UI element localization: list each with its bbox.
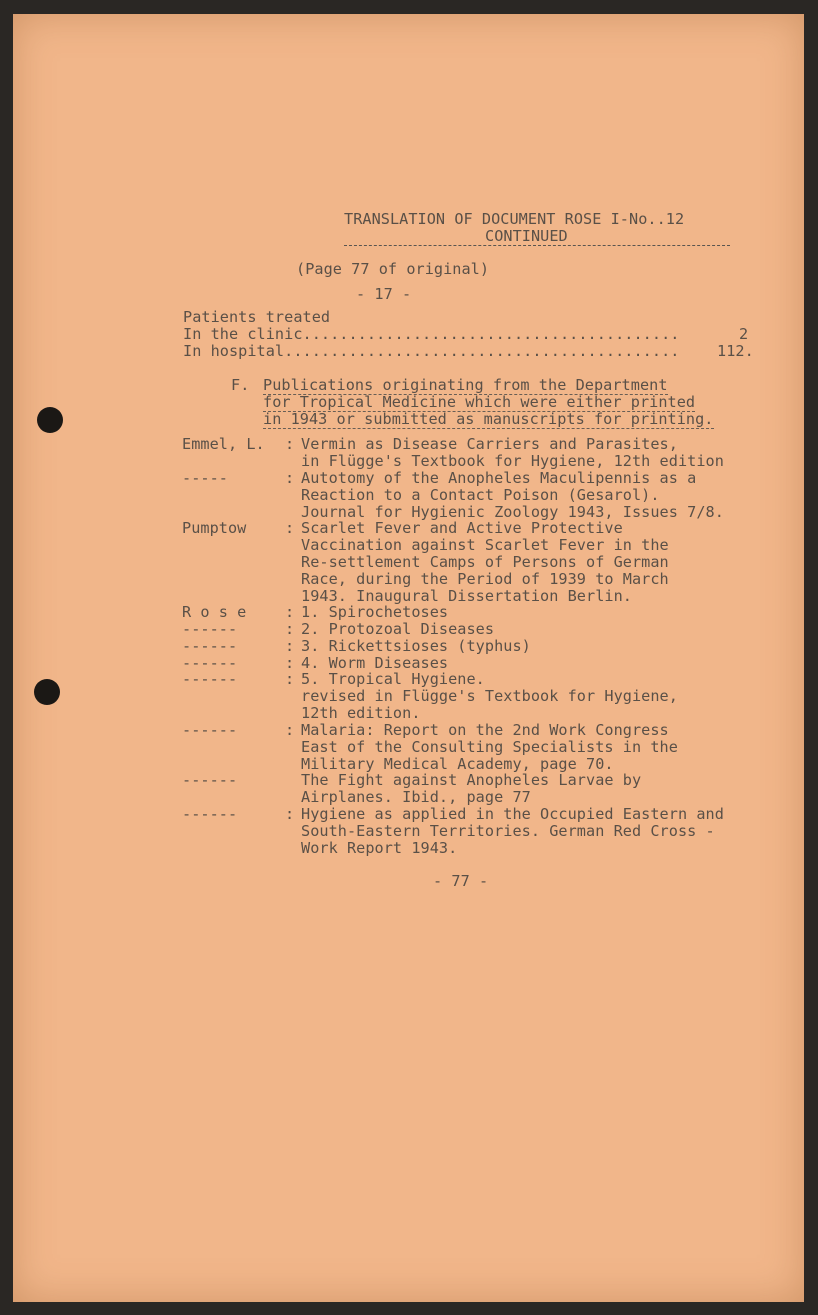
entry-text-line: Autotomy of the Anopheles Maculipennis as a (301, 469, 697, 487)
entry-text-line: East of the Consulting Specialists in the (301, 738, 678, 756)
entry-author: ------ (182, 771, 238, 789)
entry-author: ------ (182, 654, 238, 672)
entry-text-line: Malaria: Report on the 2nd Work Congress (301, 721, 669, 739)
entry-author: Emmel, L. (182, 435, 265, 453)
entry-text-line: The Fight against Anopheles Larvae by (301, 771, 642, 789)
entry-separator: : (285, 469, 295, 487)
entry-text-line: 12th edition. (301, 704, 421, 722)
entry-separator: : (285, 654, 295, 672)
entry-text-line: 4. Worm Diseases (301, 654, 449, 672)
entry-separator: : (285, 637, 295, 655)
entry-text-line: Vaccination against Scarlet Fever in the (301, 536, 669, 554)
entry-text-line: South-Eastern Territories. German Red Cross - (301, 822, 715, 840)
entry-text-line: 2. Protozoal Diseases (301, 620, 495, 638)
original-page-reference: (Page 77 of original) (296, 260, 490, 278)
page-number-top: - 17 - (356, 285, 412, 303)
punch-hole-bottom (34, 679, 60, 705)
entry-text-line: Reaction to a Contact Poison (Gesarol). (301, 486, 660, 504)
patients-clinic-label: In the clinic......................................... (183, 325, 680, 343)
entry-author: R o s e (182, 603, 247, 621)
entry-text-line: 1. Spirochetoses (301, 603, 449, 621)
entry-text-line: Scarlet Fever and Active Protective (301, 519, 623, 537)
entry-separator: : (285, 603, 295, 621)
patients-hospital-label: In hospital........................................... (183, 342, 680, 360)
entry-separator: : (285, 721, 295, 739)
title-rule (344, 245, 730, 246)
entry-text-line: Race, during the Period of 1939 to March (301, 570, 669, 588)
patients-hospital-value: 112. (717, 342, 754, 360)
section-letter: F. (231, 376, 250, 394)
patients-clinic-value: 2 (739, 325, 749, 343)
entry-text-line: Hygiene as applied in the Occupied Eastern and (301, 805, 724, 823)
section-heading-line-1: Publications originating from the Department (263, 376, 668, 394)
entry-separator: : (285, 435, 295, 453)
entry-separator: : (285, 670, 295, 688)
entry-separator: : (285, 805, 295, 823)
entry-text-line: 3. Rickettsioses (typhus) (301, 637, 531, 655)
entry-separator: : (285, 620, 295, 638)
entry-text-line: Vermin as Disease Carriers and Parasites, (301, 435, 678, 453)
entry-text-line: Airplanes. Ibid., page 77 (301, 788, 531, 806)
entry-text-line: Work Report 1943. (301, 839, 458, 857)
entry-author: ------ (182, 721, 238, 739)
page-number-bottom: - 77 - (433, 872, 489, 890)
section-heading-line-2: for Tropical Medicine which were either printed (263, 393, 696, 411)
entry-author: ------ (182, 805, 238, 823)
entry-text-line: 5. Tropical Hygiene. (301, 670, 485, 688)
entry-author: ------ (182, 670, 238, 688)
entry-text-line: Re-settlement Camps of Persons of German (301, 553, 669, 571)
entry-text-line: Journal for Hygienic Zoology 1943, Issues 7/8. (301, 503, 724, 521)
punch-hole-top (37, 407, 63, 433)
entry-author: ----- (182, 469, 228, 487)
document-subtitle: CONTINUED (485, 227, 568, 245)
patients-heading: Patients treated (183, 308, 331, 326)
entry-text-line: Military Medical Academy, page 70. (301, 755, 614, 773)
entry-author: Pumptow (182, 519, 247, 537)
section-heading-line-3: in 1943 or submitted as manuscripts for printing. (263, 410, 714, 428)
entry-text-line: revised in Flügge's Textbook for Hygiene, (301, 687, 678, 705)
entry-text-line: 1943. Inaugural Dissertation Berlin. (301, 587, 632, 605)
document-title: TRANSLATION OF DOCUMENT ROSE I-No..12 (344, 210, 685, 228)
entry-text-line: in Flügge's Textbook for Hygiene, 12th edition (301, 452, 724, 470)
entry-author: ------ (182, 637, 238, 655)
entry-author: ------ (182, 620, 238, 638)
entry-separator: : (285, 519, 295, 537)
